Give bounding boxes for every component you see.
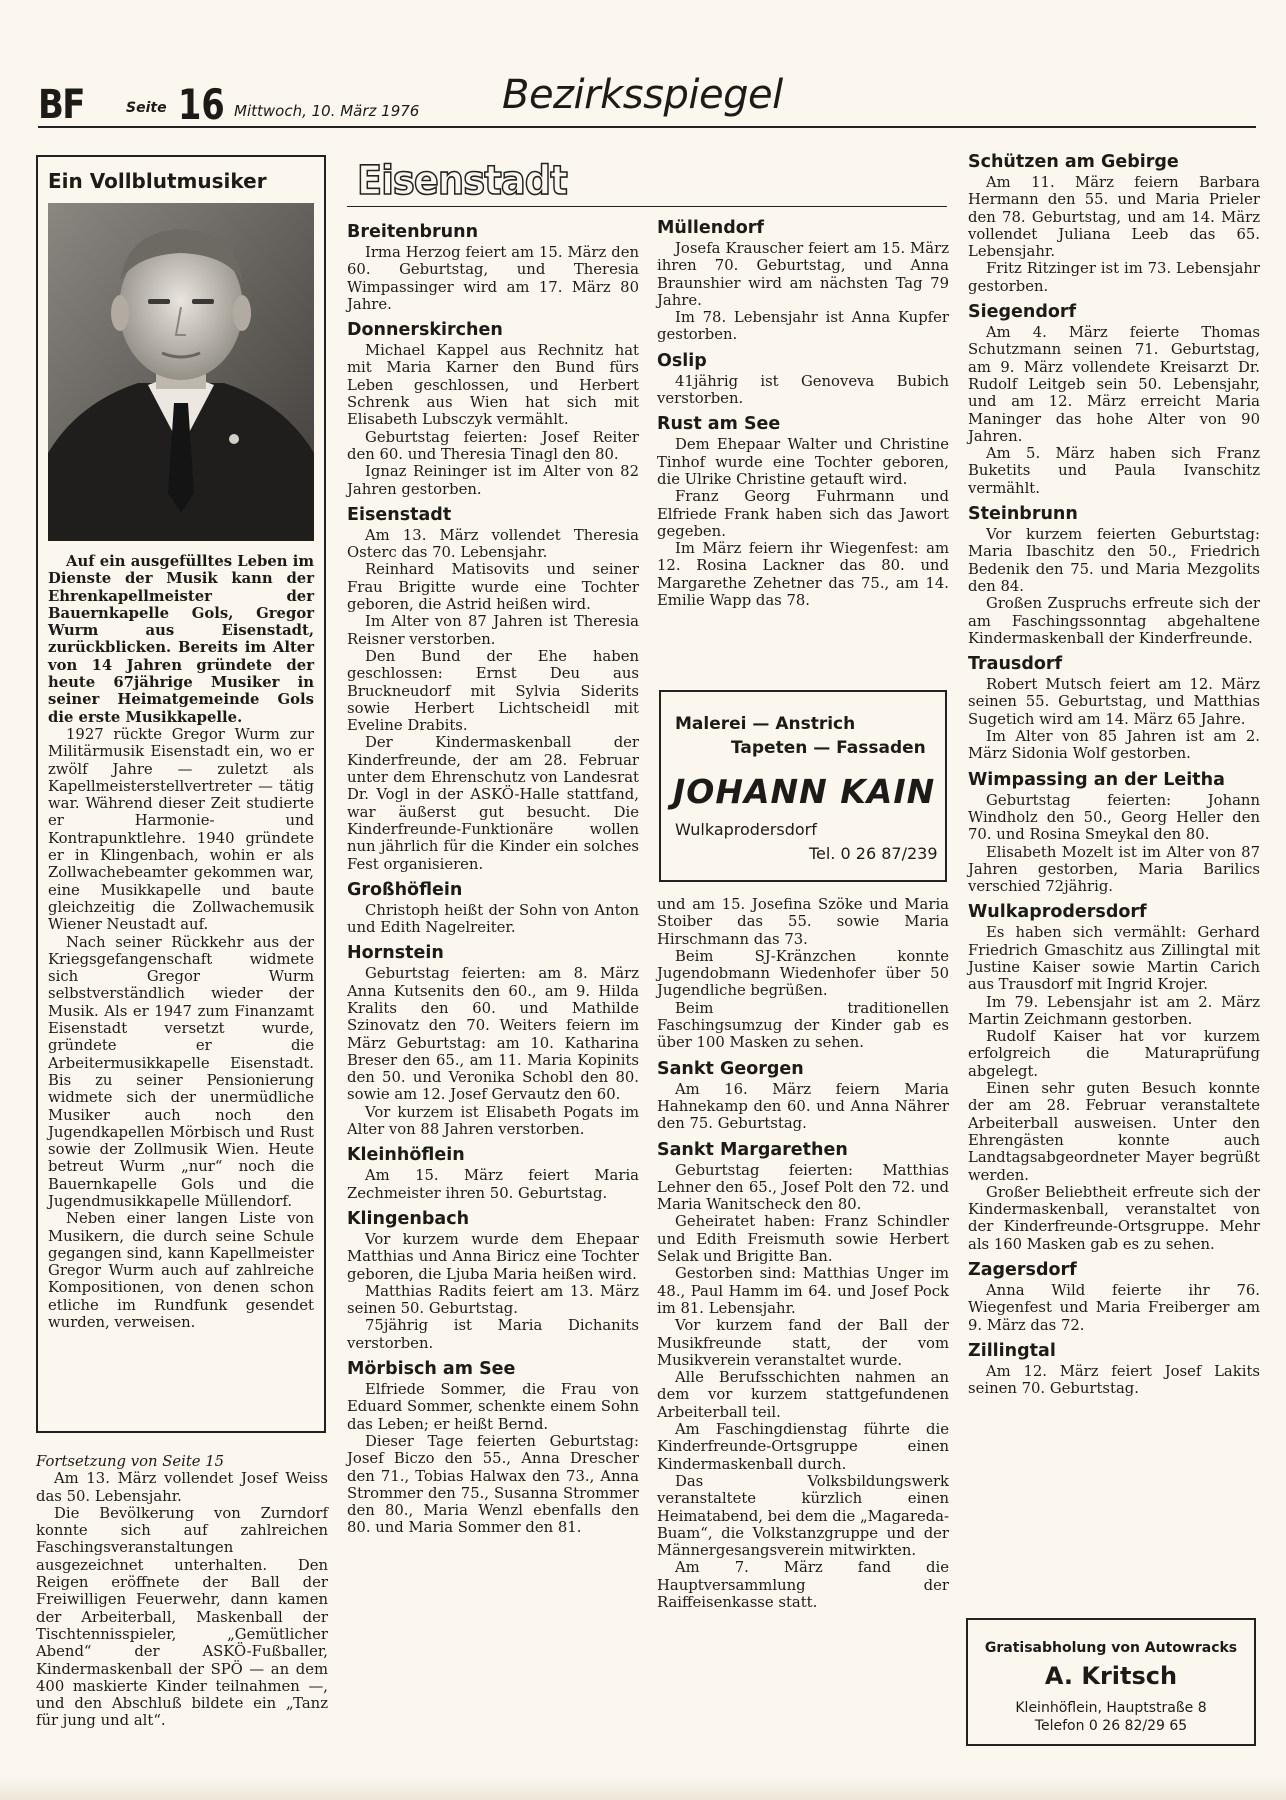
place-heading: Trausdorf xyxy=(968,654,1063,675)
portrait-photo xyxy=(48,203,314,541)
paragraph: 1927 rückte Gregor Wurm zur Militärmusik Eisenstadt ein, wo er zwölf Jahre — zuletzt als Kapellmeisterstellvertreter — tätig war. Während dieser Zeit studierte er Harmonie- und Kontrapunktlehre. 1940 gründete er in Klingenbach, wohin er als Zollwachebeamter gekommen war, eine Musikkapelle und baute gleichzeitig die Zollwachemusik Wiener Neustadt auf. xyxy=(48,725,314,934)
paragraph: Es haben sich vermählt: Gerhard Friedrich Gmaschitz aus Zillingtal mit Justine Kaiser sowie Martin Carich aus Trausdorf mit Ingrid Krojer. xyxy=(968,924,1260,994)
place-heading: Großhöflein xyxy=(347,879,463,900)
paragraph: Geburtstag feierten: Matthias Lehner den 65., Josef Polt den 72. und Maria Wanitscheck den 80. xyxy=(657,1161,949,1214)
page-edge xyxy=(0,1776,1286,1800)
paper-logo: BF xyxy=(38,82,84,128)
ad-kritsch xyxy=(966,1618,1256,1746)
paragraph: Großen Zuspruchs erfreute sich der am Faschingssonntag abgehaltene Kindermaskenball der Kinderfreunde. xyxy=(968,595,1260,647)
paragraph: Am 4. März feierte Thomas Schutzmann seinen 71. Geburtstag, am 9. März vollendete Kreisarzt Dr. Rudolf Leitgeb sein 50. Lebensjahr, und am 12. März erreicht Maria Maninger das hohe Alter von 90 Jahren. xyxy=(968,324,1260,445)
column-3-bottom xyxy=(657,896,949,1611)
paragraph: Robert Mutsch feiert am 12. März seinen 55. Geburtstag, und Matthias Sugetich wird am 14. März 65 Jahre. xyxy=(968,676,1260,728)
continuation-label: Fortsetzung von Seite 15 xyxy=(36,1453,225,1470)
ad-kritsch-name: A. Kritsch xyxy=(1044,1662,1178,1690)
paragraph: Fritz Ritzinger ist im 73. Lebensjahr gestorben. xyxy=(968,260,1260,295)
page-number: 16 xyxy=(178,80,225,129)
paragraph: Einen sehr guten Besuch konnte der am 28. Februar veranstaltete Arbeiterball ausweisen. Unter den Ehrengästen konnte auch Landtagsabgeordneter Mayer begrüßt werden. xyxy=(968,1080,1260,1184)
place-heading: Donnerskirchen xyxy=(347,320,503,341)
ad-kain-phone: Tel. 0 26 87/239 xyxy=(809,844,938,863)
paragraph: Anna Wild feierte ihr 76. Wiegenfest und Maria Freiberger am 9. März das 72. xyxy=(968,1282,1260,1334)
paragraph: Dem Ehepaar Walter und Christine Tinhof wurde eine Tochter geboren, die Ulrike Christine getauft wird. xyxy=(657,436,949,488)
paragraph: Der Kindermaskenball der Kinderfreunde, der am 28. Februar unter dem Ehrenschutz von Landesrat Dr. Vogl in der ASKÖ-Halle stattfand, war äußerst gut besucht. Die Kinderfreunde-Funktionäre wollen nun jährlich für die Kinder ein solches Fest organisieren. xyxy=(347,734,639,873)
ad-kritsch-line1: Gratisabholung von Autowracks xyxy=(984,1640,1238,1656)
place-heading: Kleinhöflein xyxy=(347,1145,465,1166)
paragraph: Vor kurzem feierten Geburtstag: Maria Ibaschitz den 50., Friedrich Bedenik den 75. und Maria Mezgolits den 84. xyxy=(968,526,1260,595)
place-heading: Sankt Margarethen xyxy=(657,1139,848,1160)
paragraph: Josefa Krauscher feiert am 15. März ihren 70. Geburtstag, und Anna Braunshier wird am nächsten Tag 79 Jahre. xyxy=(657,240,949,309)
paragraph: Franz Georg Fuhrmann und Elfriede Frank haben sich das Jawort gegeben. xyxy=(657,488,949,540)
paragraph: Alle Berufsschichten nahmen an dem vor kurzem stattgefundenen Arbeiterball teil. xyxy=(657,1369,949,1421)
paragraph: Am 5. März haben sich Franz Buketits und Paula Ivanschitz vermählt. xyxy=(968,445,1260,497)
paragraph: Vor kurzem wurde dem Ehepaar Matthias und Anna Biricz eine Tochter geboren, die Ljuba Maria heißen wird. xyxy=(347,1230,639,1283)
place-heading: Müllendorf xyxy=(657,218,764,238)
paragraph: Beim SJ-Kränzchen konnte Jugendobmann Wiedenhofer über 50 Jugendliche begrüßen. xyxy=(657,947,949,1000)
paragraph: Geheiratet haben: Franz Schindler und Edith Freismuth sowie Herbert Selak und Brigitte Ban. xyxy=(657,1213,949,1266)
place-heading: Rust am See xyxy=(657,414,781,435)
feature-body xyxy=(48,726,314,1331)
place-heading: Hornstein xyxy=(347,943,444,964)
paragraph: Das Volksbildungswerk veranstaltete kürzlich einen Heimatabend, bei dem die „Magareda-Buam“, die Volkstanzgruppe und der Männergesangsverein mitwirkten. xyxy=(657,1472,950,1560)
feature-lead: Auf ein ausgefülltes Leben im Dienste der Musik kann der Ehrenkapellmeister der Bauernkapelle Gols, Gregor Wurm aus Eisenstadt, zurückblicken. Bereits im Alter von 14 Jahren gründete der heute 67jährige Musiker in seiner Heimatgemeinde Gols die erste Musikkapelle. xyxy=(48,553,314,726)
ad-kain-name: JOHANN KAIN xyxy=(673,772,936,811)
paragraph: Michael Kappel aus Rechnitz hat mit Maria Karner den Bund fürs Leben geschlossen, und Herbert Schrenk aus Wien hat sich mit Elisabeth Lubsczyk vermählt. xyxy=(347,342,639,429)
feature-title: Ein Vollblutmusiker xyxy=(48,169,267,193)
place-heading: Zillingtal xyxy=(968,1340,1056,1361)
place-heading: Wimpassing an der Leitha xyxy=(968,769,1225,790)
paragraph: Ignaz Reininger ist im Alter von 82 Jahren gestorben. xyxy=(347,463,639,498)
paragraph: 75jährig ist Maria Dichanits verstorben. xyxy=(347,1317,639,1352)
paragraph: Im 79. Lebensjahr ist am 2. März Martin Zeichmann gestorben. xyxy=(968,993,1260,1028)
paragraph: Matthias Radits feiert am 13. März seinen 50. Geburtstag. xyxy=(347,1282,639,1318)
place-heading: Steinbrunn xyxy=(968,504,1078,525)
paragraph: Irma Herzog feiert am 15. März den 60. Geburtstag, und Theresia Wimpassinger wird am 17. März 80 Jahre. xyxy=(347,244,639,313)
masthead-rule xyxy=(38,126,1256,128)
paragraph: Nach seiner Rückkehr aus der Kriegsgefangenschaft widmete sich Gregor Wurm selbstverständlich wieder der Musik. Als er 1947 zum Finanzamt Eisenstadt versetzt wurde, gründete er die Arbeitermusikkapelle Eisenstadt. Bis zu seiner Pensionierung widmete sich der unermüdliche Musiker auch noch den Jugendkapellen Mörbisch und Rust sowie der Zollmusik Wien. Heute betreut Wurm „nur“ noch die Bauernkapelle Gols und die Jugendmusikkapelle Müllendorf. xyxy=(48,933,314,1210)
paragraph: Am 16. März feiern Maria Hahnekamp den 60. und Anna Nährer den 75. Geburtstag. xyxy=(657,1080,949,1133)
place-heading: Mörbisch am See xyxy=(347,1359,516,1380)
paragraph: Vor kurzem ist Elisabeth Pogats im Alter von 88 Jahren verstorben. xyxy=(347,1103,639,1139)
column-4 xyxy=(968,152,1260,1398)
ad-kritsch-address: Kleinhöflein, Hauptstraße 8 xyxy=(1015,1700,1207,1716)
paragraph: Geburtstag feierten: am 8. März Anna Kutsenits den 60., am 9. Hilda Kralits den 60. und Mathilde Szinovatz den 70. Weiters feiern im März Geburtstag: am 10. Katharina Breser den 65., am 11. Maria Kopinits den 50. und Veronika Schobl den 80. sowie am 12. Josef Gervautz den 60. xyxy=(347,965,639,1104)
paragraph: Vor kurzem fand der Ball der Musikfreunde statt, der vom Musikverein veranstaltet wurde. xyxy=(657,1317,949,1369)
paragraph: Geburtstag feierten: Johann Windholz den 50., Georg Heller den 70. und Rosina Smeykal den 80. xyxy=(968,791,1260,844)
place-heading: Siegendorf xyxy=(968,302,1077,323)
paragraph: Neben einer langen Liste von Musikern, die durch seine Schule gegangen sind, kann Kapellmeister Gregor Wurm auch auf zahlreiche Kompositionen, von denen schon etliche im Rundfunk gesendet wurden, verweisen. xyxy=(48,1210,314,1332)
paragraph: Geburtstag feierten: Josef Reiter den 60. und Theresia Tinagl den 80. xyxy=(347,428,639,463)
ad-kritsch-phone: Telefon 0 26 82/29 65 xyxy=(1034,1718,1188,1734)
paragraph: Im Alter von 85 Jahren ist am 2. März Sidonia Wolf gestorben. xyxy=(968,728,1260,763)
paragraph: Im März feiern ihr Wiegenfest: am 12. Rosina Lackner das 80. und Margarethe Zehetner das 75., am 14. Emilie Wapp das 78. xyxy=(657,540,949,610)
paragraph: Reinhard Matisovits und seiner Frau Brigitte wurde eine Tochter geboren, die Astrid heißen wird. xyxy=(347,561,639,614)
paragraph: Rudolf Kaiser hat vor kurzem erfolgreich die Maturaprüfung abgelegt. xyxy=(968,1028,1260,1080)
paragraph: Dieser Tage feierten Geburtstag: Josef Biczo den 55., Anna Drescher den 71., Tobias Halwax den 73., Anna Strommer den 75., Susanna Strommer den 80., Maria Wenzl ebenfalls den 80. und Maria Sommer den 81. xyxy=(347,1432,639,1537)
place-heading: Zagersdorf xyxy=(968,1260,1077,1281)
paragraph: Den Bund der Ehe haben geschlossen: Ernst Deu aus Bruckneudorf mit Sylvia Siderits sowie Herbert Lichtscheidl mit Eveline Drabits. xyxy=(347,647,639,735)
district-rule xyxy=(347,206,947,207)
paragraph: Großer Beliebtheit erfreute sich der Kindermaskenball, veranstaltet von der Kinderfreunde-Ortsgruppe. Mehr als 160 Masken gab es zu sehen. xyxy=(968,1183,1260,1253)
issue-date: Mittwoch, 10. März 1976 xyxy=(234,102,420,120)
paragraph: Am Faschingdienstag führte die Kinderfreunde-Ortsgruppe einen Kindermaskenball durch. xyxy=(657,1421,949,1473)
paragraph: und am 15. Josefina Szöke und Maria Stoiber das 55. sowie Maria Hirschmann das 73. xyxy=(657,896,949,948)
place-heading: Klingenbach xyxy=(347,1208,470,1229)
paragraph: Elisabeth Mozelt ist im Alter von 87 Jahren gestorben, Maria Barilics verschied 72jährig. xyxy=(968,843,1260,896)
paragraph: Am 13. März vollendet Theresia Osterc das 70. Lebensjahr. xyxy=(347,526,639,562)
ad-kain-town: Wulkaprodersdorf xyxy=(675,820,817,839)
place-heading: Sankt Georgen xyxy=(657,1058,804,1079)
ad-kain-line2: Tapeten — Fassaden xyxy=(731,738,926,758)
continuation-article xyxy=(36,1453,328,1730)
feature-box xyxy=(36,155,326,1433)
place-heading: Eisenstadt xyxy=(347,504,452,525)
place-heading: Oslip xyxy=(657,350,707,371)
page-label: Seite xyxy=(126,100,167,116)
paragraph: Gestorben sind: Matthias Unger im 48., Paul Hamm im 64. und Josef Pock im 81. Lebensjahr. xyxy=(657,1265,949,1317)
place-heading: Schützen am Gebirge xyxy=(968,152,1179,172)
paragraph: Am 12. März feiert Josef Lakits seinen 70. Geburtstag. xyxy=(968,1362,1260,1398)
ad-johann-kain xyxy=(659,690,947,882)
ad-kain-line1: Malerei — Anstrich xyxy=(675,714,856,734)
paragraph: Am 11. März feiern Barbara Hermann den 55. und Maria Prieler den 78. Geburtstag, und am 14. März vollendet Juliana Leeb das 65. Lebensjahr. xyxy=(968,174,1260,261)
paragraph: Am 7. März fand die Hauptversammlung der Raiffeisenkasse statt. xyxy=(657,1559,949,1611)
paragraph: Im 78. Lebensjahr ist Anna Kupfer gestorben. xyxy=(657,309,949,344)
column-3-top xyxy=(657,218,949,609)
paragraph: Am 15. März feiert Maria Zechmeister ihren 50. Geburtstag. xyxy=(347,1167,639,1202)
paragraph: 41jährig ist Genoveva Bubich verstorben. xyxy=(657,372,949,408)
paragraph: Die Bevölkerung von Zurndorf konnte sich auf zahlreichen Faschingsveranstaltungen ausgezeichnet unterhalten. Den Reigen eröffnete der Ball der Freiwilligen Feuerwehr, dann kamen der Arbeiterball, Maskenball der Tischtennisspieler, „Gemütlicher Abend“ der ASKÖ-Fußballer, Kindermaskenball der SPÖ — an dem 400 maskierte Kinder teilnahmen —, und den Abschluß bildete ein „Tanz für jung und alt“. xyxy=(36,1504,328,1730)
column-2 xyxy=(347,222,639,1537)
paragraph: Im Alter von 87 Jahren ist Theresia Reisner verstorben. xyxy=(347,613,639,648)
paragraph: Beim traditionellen Faschingsumzug der Kinder gab es über 100 Masken zu sehen. xyxy=(657,999,949,1052)
continuation-body xyxy=(36,1470,328,1729)
place-heading: Breitenbrunn xyxy=(347,222,479,242)
paragraph: Am 13. März vollendet Josef Weiss das 50. Lebensjahr. xyxy=(36,1470,328,1505)
masthead xyxy=(38,68,1256,128)
paragraph: Elfriede Sommer, die Frau von Eduard Sommer, schenkte einem Sohn das Leben; er heißt Bernd. xyxy=(347,1381,639,1433)
section-title: Bezirksspiegel xyxy=(502,72,783,118)
place-heading: Wulkaprodersdorf xyxy=(968,902,1147,923)
paragraph: Christoph heißt der Sohn von Anton und Edith Nagelreiter. xyxy=(347,901,639,937)
district-title: Eisenstadt xyxy=(357,158,567,204)
